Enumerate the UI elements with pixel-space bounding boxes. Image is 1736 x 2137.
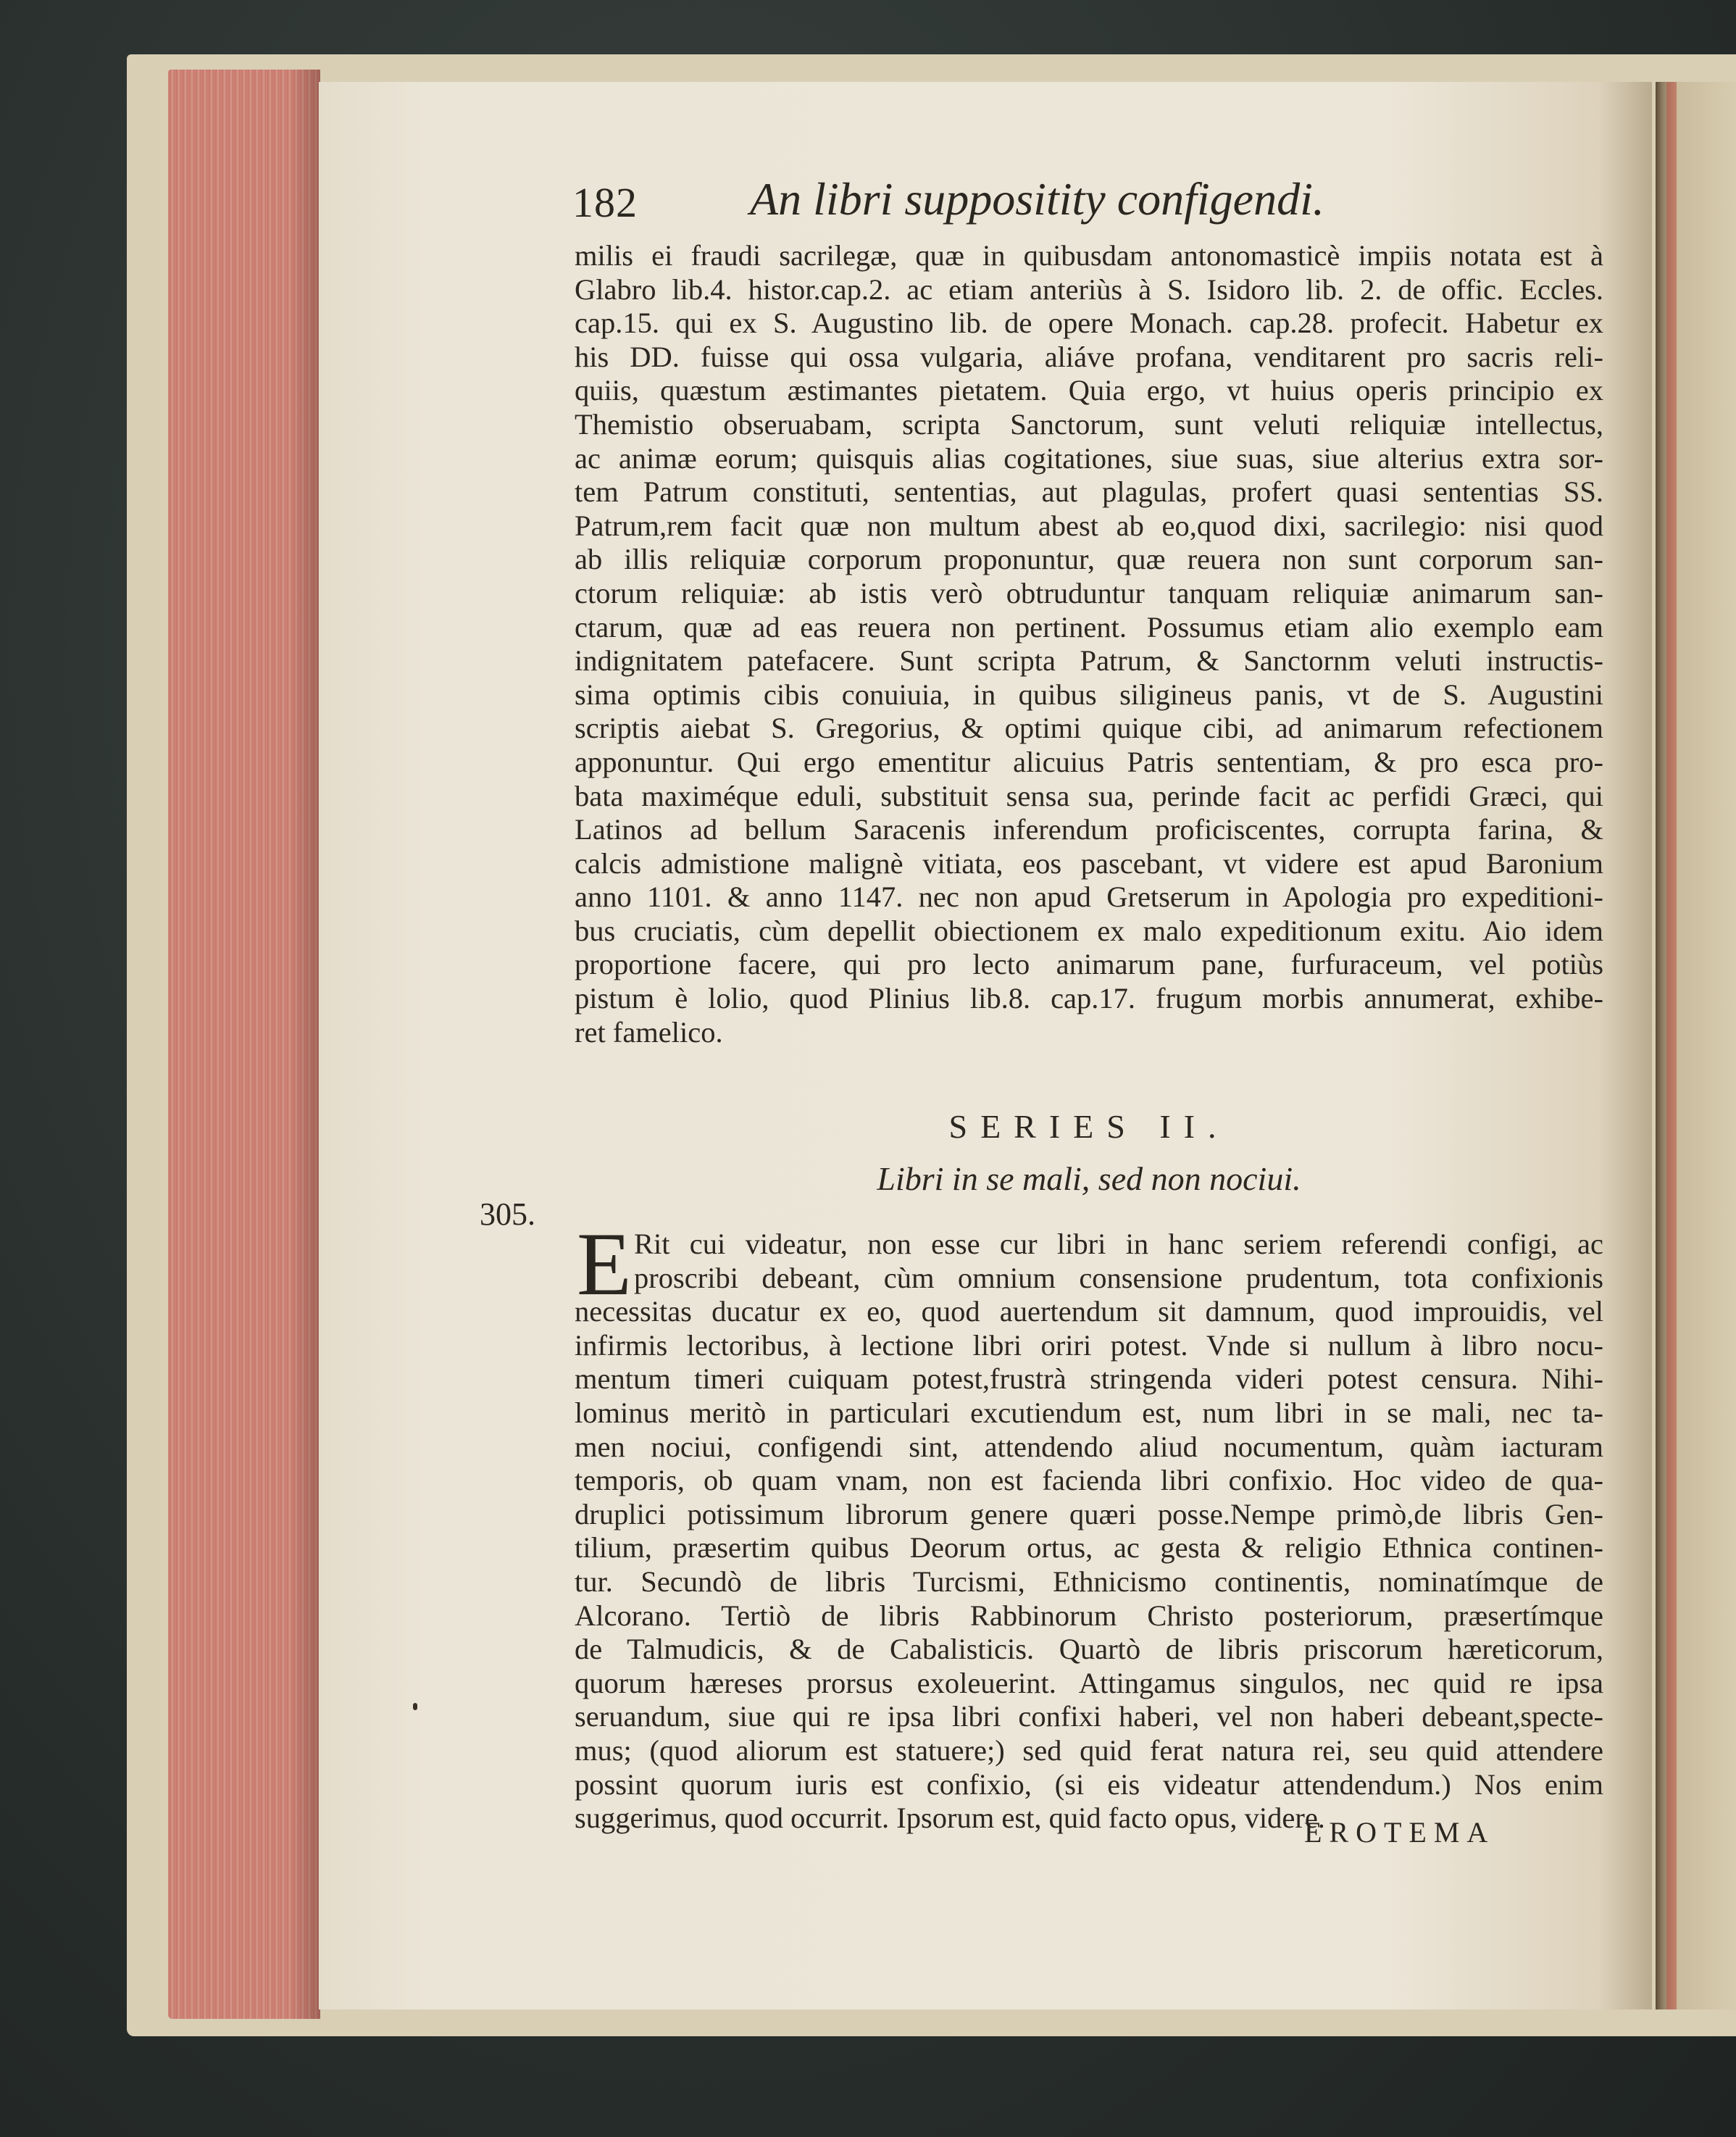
text-line: bata maximéque eduli, substituit sensa sua, perinde facit ac perfidi Græci, qui bbox=[575, 779, 1603, 812]
text-line: ac animæ eorum; quisquis alias cogitationes, siue suas, siue alterius extra sor- bbox=[575, 441, 1603, 475]
text-line: mus; (quod aliorum est statuere;) sed quid ferat natura rei, seu quid attendere bbox=[575, 1733, 1603, 1767]
facing-page-edge bbox=[1666, 82, 1677, 2009]
text-line: Rit cui videatur, non esse cur libri in hanc seriem referendi configi, ac bbox=[634, 1228, 1603, 1260]
text-line: scriptis aiebat S. Gregorius, & optimi quique cibi, ad animarum refectionem bbox=[575, 712, 1603, 745]
paragraph-2 bbox=[575, 1215, 1603, 1836]
text-line: tilium, præsertim quibus Deorum ortus, ac gesta & religio Ethnica continen- bbox=[575, 1531, 1603, 1565]
folio-number: 182 bbox=[572, 179, 638, 226]
text-line: sima optimis cibis conuiuia, in quibus siligineus panis, vt de S. Augustini bbox=[575, 678, 1603, 711]
text-line: ab illis reliquiæ corporum proponuntur, quæ reuera non sunt corporum san- bbox=[575, 543, 1603, 576]
text-line: ctorum reliquiæ: ab istis verò obtruduntur tanquam reliquiæ animarum san- bbox=[575, 576, 1603, 609]
page-edge-shadow bbox=[290, 70, 320, 2019]
text-line: proportione facere, qui pro lecto animarum pane, furfuraceum, vel potiùs bbox=[575, 948, 1603, 981]
text-line: temporis, ob quam vnam, non est facienda libri confixio. Hoc video de qua- bbox=[575, 1464, 1603, 1497]
text-line: possint quorum iuris est confixio, (si eis videatur attendendum.) Nos enim bbox=[575, 1767, 1603, 1801]
text-line: milis ei fraudi sacrilegæ, quæ in quibusdam antonomasticè impiis notata est à bbox=[575, 239, 1603, 272]
text-line: Alcorano. Tertiò de libris Rabbinorum Christo posteriorum, præsertímque bbox=[575, 1599, 1603, 1632]
text-line: his DD. fuisse qui ossa vulgaria, aliáve profana, venditarent pro sacris reli- bbox=[575, 340, 1603, 373]
text-line: men nociui, configendi sint, attendendo aliud nocumentum, quàm iacturam bbox=[575, 1430, 1603, 1463]
text-line: Patrum,rem facit quæ non multum abest ab eo,quod dixi, sacrilegio: nisi quod bbox=[575, 509, 1603, 542]
paragraph-1 bbox=[575, 239, 1603, 1049]
text-line: indignitatem patefacere. Sunt scripta Patrum, & Sanctornm veluti instructis- bbox=[575, 644, 1603, 678]
text-line: Latinos ad bellum Saracenis inferendum proficiscentes, corrupta farina, & bbox=[575, 813, 1603, 846]
text-line: Glabro lib.4. histor.cap.2. ac etiam anteriùs à S. Isidoro lib. 2. de offic. Eccles. bbox=[575, 272, 1603, 306]
catchword: EROTEMA bbox=[1304, 1816, 1495, 1849]
text-line: cap.15. qui ex S. Augustino lib. de opere Monach. cap.28. profecit. Habetur ex bbox=[575, 307, 1603, 340]
text-line: de Talmudicis, & de Cabalisticis. Quartò de libris priscorum hæreticorum, bbox=[575, 1633, 1603, 1666]
text-line: mentum timeri cuiquam potest,frustrà stringenda videri potest censura. Nihi- bbox=[575, 1362, 1603, 1396]
text-line: pistum è lolio, quod Plinius lib.8. cap.17. frugum morbis annumerat, exhibe- bbox=[575, 982, 1603, 1015]
section-title: SERIES II. bbox=[948, 1108, 1230, 1145]
drop-cap: E bbox=[577, 1215, 632, 1314]
text-line: ctarum, quæ ad eas reuera non pertinent. Possumus etiam alio exemplo eam bbox=[575, 610, 1603, 643]
text-line: anno 1101. & anno 1147. nec non apud Gretserum in Apologia pro expeditioni- bbox=[575, 880, 1603, 914]
text-line: tem Patrum constituti, sententias, aut plagulas, profert quasi sententias SS. bbox=[575, 475, 1603, 509]
text-line: infirmis lectoribus, à lectione libri oriri potest. Vnde si nullum à libro nocu- bbox=[575, 1328, 1603, 1362]
page-header bbox=[572, 172, 1601, 230]
text-line: calcis admistione malignè vitiata, eos pascebant, vt videre est apud Baronium bbox=[575, 846, 1603, 880]
text-line: seruandum, siue qui re ipsa libri confixi haberi, vel non haberi debeant,specte- bbox=[575, 1700, 1603, 1733]
text-line: ret famelico. bbox=[575, 1015, 723, 1049]
text-line: necessitas ducatur ex eo, quod auertendum sit damnum, quod improuidis, vel bbox=[575, 1295, 1603, 1328]
text-line: apponuntur. Qui ergo ementitur alicuius Patris sententiam, & pro esca pro- bbox=[575, 745, 1603, 778]
section-subtitle: Libri in se mali, sed non nociui. bbox=[877, 1160, 1301, 1197]
text-line: lominus meritò in particulari excutiendum est, num libri in se mali, nec ta- bbox=[575, 1396, 1603, 1429]
ink-spot bbox=[413, 1703, 417, 1710]
text-line: Themistio obseruabam, scripta Sanctorum, sunt veluti reliquiæ intellectus, bbox=[575, 407, 1603, 441]
text-line: quorum hæreses prorsus exoleuerint. Attingamus singulos, nec quid re ipsa bbox=[575, 1666, 1603, 1699]
text-line: druplici potissimum librorum genere quæri posse.Nempe primò,de libris Gen- bbox=[575, 1497, 1603, 1530]
text-line: tur. Secundò de libris Turcismi, Ethnicismo continentis, nominatímque de bbox=[575, 1565, 1603, 1598]
text-line: bus cruciatis, cùm depellit obiectionem ex malo expeditionum exitu. Aio idem bbox=[575, 914, 1603, 947]
running-title: An libri suppositity configendi. bbox=[750, 173, 1324, 225]
text-line: suggerimus, quod occurrit. Ipsorum est, quid facto opus, videre. bbox=[575, 1801, 1325, 1835]
marginal-number: 305. bbox=[480, 1196, 535, 1232]
text-line: quiis, quæstum æstimantes pietatem. Quia ergo, vt huius operis principio ex bbox=[575, 374, 1603, 407]
text-line: proscribi debeant, cùm omnium consensione prudentum, tota confixionis bbox=[634, 1261, 1603, 1294]
